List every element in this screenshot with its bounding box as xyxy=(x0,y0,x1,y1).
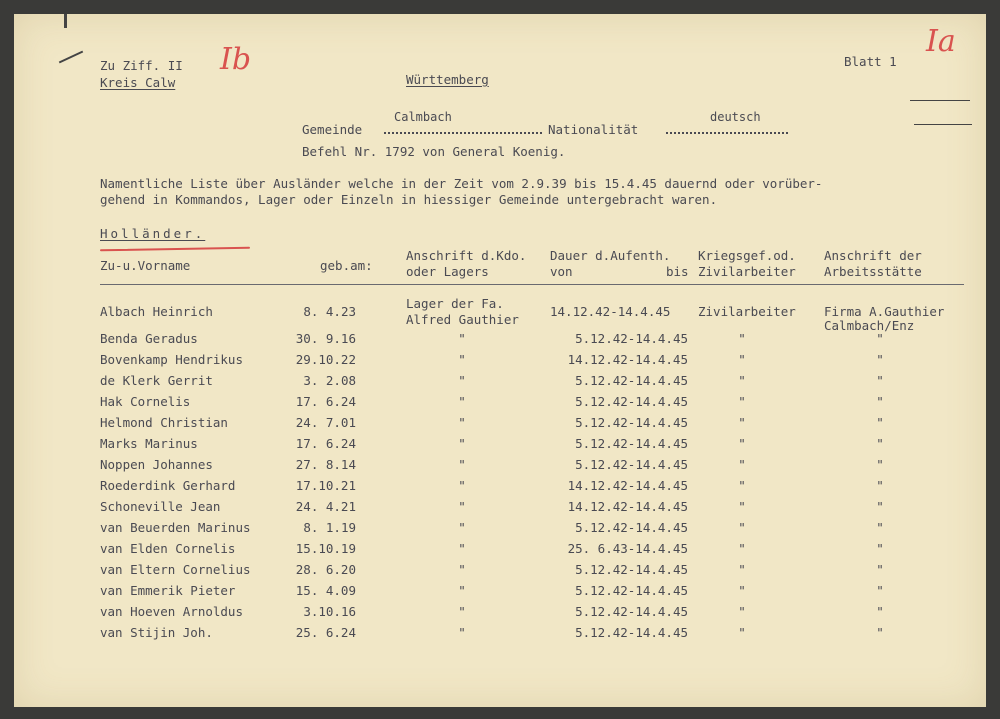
gemeinde-label: Gemeinde xyxy=(302,122,363,137)
row-name: Benda Geradus xyxy=(100,331,198,346)
reference-line-2: Kreis Calw xyxy=(100,75,176,90)
row-born: 25. 6.24 xyxy=(295,625,356,640)
row-ditto-status: " xyxy=(738,604,746,619)
row-ditto-work: " xyxy=(876,436,884,451)
row-ditto-address: " xyxy=(458,625,466,640)
row-ditto-work: " xyxy=(876,415,884,430)
befehl-line: Befehl Nr. 1792 von General Koenig. xyxy=(302,144,566,159)
row-ditto-work: " xyxy=(876,583,884,598)
row-ditto-work: " xyxy=(876,562,884,577)
row-name: Roederdink Gerhard xyxy=(100,478,236,493)
row-ditto-work: " xyxy=(876,604,884,619)
section-title: Holländer. xyxy=(100,226,206,241)
column-header-work-1: Anschrift der xyxy=(824,248,922,263)
row-duration: 5.12.42-14.4.45 xyxy=(575,394,688,409)
row-born: 28. 6.20 xyxy=(295,562,356,577)
row-ditto-address: " xyxy=(458,331,466,346)
row-born: 3. 2.08 xyxy=(303,373,356,388)
row-ditto-address: " xyxy=(458,583,466,598)
row-ditto-work: " xyxy=(876,625,884,640)
row-ditto-status: " xyxy=(738,394,746,409)
row-ditto-address: " xyxy=(458,436,466,451)
row-ditto-work: " xyxy=(876,373,884,388)
row-ditto-status: " xyxy=(738,478,746,493)
row-address-1: Lager der Fa. xyxy=(406,296,504,311)
intro-line-1: Namentliche Liste über Ausländer welche in der Zeit vom 2.9.39 bis 15.4.45 dauernd oder vorüber- xyxy=(100,176,823,191)
row-ditto-address: " xyxy=(458,520,466,535)
row-work-1: Firma A.Gauthier xyxy=(824,304,945,319)
row-ditto-address: " xyxy=(458,499,466,514)
row-duration: 5.12.42-14.4.45 xyxy=(575,625,688,640)
row-born: 27. 8.14 xyxy=(295,457,356,472)
gemeinde-dots xyxy=(384,122,542,134)
row-ditto-work: " xyxy=(876,478,884,493)
row-born: 15. 4.09 xyxy=(295,583,356,598)
row-ditto-work: " xyxy=(876,457,884,472)
column-header-born: geb.am: xyxy=(320,258,373,273)
row-ditto-address: " xyxy=(458,478,466,493)
row-ditto-address: " xyxy=(458,373,466,388)
row-duration: 5.12.42-14.4.45 xyxy=(575,457,688,472)
row-duration: 14.12.42-14.4.45 xyxy=(550,304,671,319)
row-born: 24. 4.21 xyxy=(295,499,356,514)
row-name: Helmond Christian xyxy=(100,415,228,430)
row-ditto-status: " xyxy=(738,457,746,472)
row-name: van Emmerik Pieter xyxy=(100,583,236,598)
row-ditto-status: " xyxy=(738,436,746,451)
column-header-duration-bis: bis xyxy=(666,264,689,279)
sheet-number: Blatt 1 xyxy=(844,54,897,69)
row-ditto-work: " xyxy=(876,499,884,514)
row-status: Zivilarbeiter xyxy=(698,304,796,319)
row-ditto-address: " xyxy=(458,562,466,577)
row-ditto-address: " xyxy=(458,394,466,409)
row-born: 8. 4.23 xyxy=(303,304,356,319)
row-ditto-address: " xyxy=(458,457,466,472)
row-ditto-status: " xyxy=(738,415,746,430)
punch-mark xyxy=(59,51,83,64)
row-ditto-work: " xyxy=(876,520,884,535)
row-name: Schoneville Jean xyxy=(100,499,221,514)
row-duration: 25. 6.43-14.4.45 xyxy=(567,541,688,556)
row-name: Marks Marinus xyxy=(100,436,198,451)
row-born: 29.10.22 xyxy=(295,352,356,367)
row-duration: 5.12.42-14.4.45 xyxy=(575,583,688,598)
row-duration: 14.12.42-14.4.45 xyxy=(567,478,688,493)
row-work-2: Calmbach/Enz xyxy=(824,318,915,333)
nationalitaet-label: Nationalität xyxy=(548,122,639,137)
row-name: Albach Heinrich xyxy=(100,304,213,319)
row-born: 15.10.19 xyxy=(295,541,356,556)
row-born: 17. 6.24 xyxy=(295,436,356,451)
margin-line xyxy=(910,100,970,101)
row-ditto-address: " xyxy=(458,541,466,556)
row-name: Bovenkamp Hendrikus xyxy=(100,352,243,367)
row-ditto-work: " xyxy=(876,331,884,346)
row-ditto-status: " xyxy=(738,541,746,556)
row-born: 17.10.21 xyxy=(295,478,356,493)
column-header-address-2: oder Lagers xyxy=(406,264,489,279)
column-header-duration-von: von xyxy=(550,264,573,279)
state-heading: Württemberg xyxy=(406,72,489,87)
row-born: 24. 7.01 xyxy=(295,415,356,430)
row-duration: 5.12.42-14.4.45 xyxy=(575,415,688,430)
column-header-status-1: Kriegsgef.od. xyxy=(698,248,796,263)
reference-line-1: Zu Ziff. II xyxy=(100,58,183,73)
row-name: van Stijin Joh. xyxy=(100,625,213,640)
document-sheet xyxy=(14,14,986,707)
column-header-status-2: Zivilarbeiter xyxy=(698,264,796,279)
row-ditto-status: " xyxy=(738,352,746,367)
header-rule xyxy=(100,284,964,285)
row-duration: 5.12.42-14.4.45 xyxy=(575,373,688,388)
row-ditto-work: " xyxy=(876,352,884,367)
punch-mark xyxy=(64,14,67,28)
gemeinde-value: Calmbach xyxy=(394,110,452,124)
row-ditto-status: " xyxy=(738,562,746,577)
row-ditto-work: " xyxy=(876,541,884,556)
row-duration: 5.12.42-14.4.45 xyxy=(575,604,688,619)
nationalitaet-dots xyxy=(666,122,788,134)
row-duration: 5.12.42-14.4.45 xyxy=(575,331,688,346)
row-ditto-status: " xyxy=(738,520,746,535)
row-duration: 14.12.42-14.4.45 xyxy=(567,499,688,514)
row-born: 8. 1.19 xyxy=(303,520,356,535)
row-ditto-status: " xyxy=(738,499,746,514)
row-duration: 5.12.42-14.4.45 xyxy=(575,436,688,451)
column-header-address-1: Anschrift d.Kdo. xyxy=(406,248,527,263)
row-name: van Elden Cornelis xyxy=(100,541,236,556)
nationalitaet-value: deutsch xyxy=(710,110,761,124)
row-name: van Beuerden Marinus xyxy=(100,520,251,535)
row-born: 3.10.16 xyxy=(303,604,356,619)
margin-line xyxy=(914,124,972,125)
red-underline xyxy=(100,247,250,252)
intro-line-2: gehend in Kommandos, Lager oder Einzeln in hiessiger Gemeinde untergebracht waren. xyxy=(100,192,718,207)
row-name: van Eltern Cornelius xyxy=(100,562,251,577)
handwritten-mark-left: Ib xyxy=(220,42,252,77)
handwritten-mark-right: Ia xyxy=(926,24,956,59)
row-ditto-work: " xyxy=(876,394,884,409)
row-ditto-address: " xyxy=(458,604,466,619)
row-name: van Hoeven Arnoldus xyxy=(100,604,243,619)
row-duration: 14.12.42-14.4.45 xyxy=(567,352,688,367)
row-ditto-status: " xyxy=(738,583,746,598)
row-duration: 5.12.42-14.4.45 xyxy=(575,562,688,577)
row-ditto-status: " xyxy=(738,373,746,388)
row-ditto-address: " xyxy=(458,352,466,367)
row-name: Noppen Johannes xyxy=(100,457,213,472)
column-header-duration-1: Dauer d.Aufenth. xyxy=(550,248,671,263)
row-ditto-status: " xyxy=(738,331,746,346)
row-born: 30. 9.16 xyxy=(295,331,356,346)
column-header-work-2: Arbeitsstätte xyxy=(824,264,922,279)
row-born: 17. 6.24 xyxy=(295,394,356,409)
row-ditto-status: " xyxy=(738,625,746,640)
row-name: Hak Cornelis xyxy=(100,394,191,409)
row-name: de Klerk Gerrit xyxy=(100,373,213,388)
row-ditto-address: " xyxy=(458,415,466,430)
column-header-name: Zu-u.Vorname xyxy=(100,258,191,273)
row-address-2: Alfred Gauthier xyxy=(406,312,519,327)
row-duration: 5.12.42-14.4.45 xyxy=(575,520,688,535)
